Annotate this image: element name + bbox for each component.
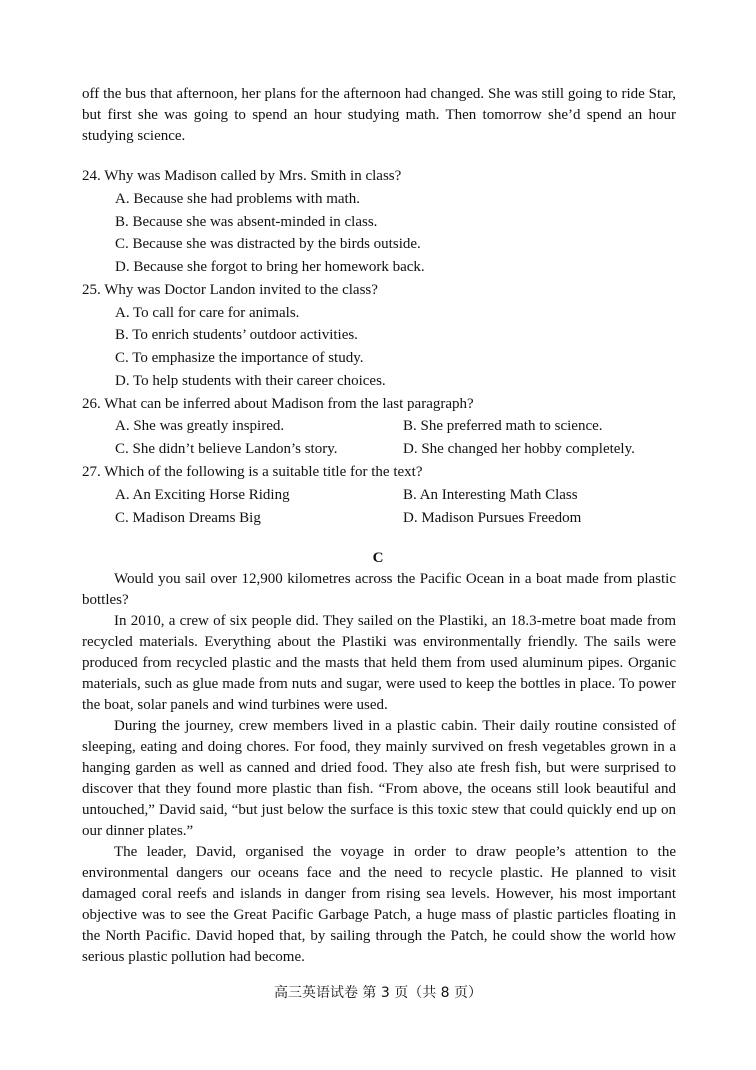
question-26-stem: 26. What can be inferred about Madison from the last paragraph? [82, 396, 474, 412]
question-27-option-b: B. An Interesting Math Class [403, 487, 578, 503]
section-c-passage [82, 569, 676, 968]
section-c-paragraph-2: In 2010, a crew of six people did. They sailed on the Plastiki, an 18.3-metre boat made from recycled materials. Everything about the Plastiki was environmentally friendly. The sails were produced from recycled plastic and the masts that held them from used aluminum pipes. Organic materials, such as glue made from nuts and sugar, were used to keep the bottles in place. To power the boat, solar panels and wind turbines were used. [82, 613, 676, 713]
question-24-option-d: D. Because she forgot to bring her homework back. [115, 259, 425, 275]
section-c-paragraph-1: Would you sail over 12,900 kilometres across the Pacific Ocean in a boat made from plastic bottles? [82, 571, 676, 608]
passage-b-last-paragraph: off the bus that afternoon, her plans for the afternoon had changed. She was still going to ride Star, but first she was going to spend an hour studying math. Then tomorrow she’d spend an hour studying science. [82, 86, 676, 144]
passage-b-ending [82, 84, 676, 147]
question-27-option-d: D. Madison Pursues Freedom [403, 510, 582, 526]
question-24-option-a: A. Because she had problems with math. [115, 191, 360, 207]
question-25-option-b: B. To enrich students’ outdoor activities. [115, 327, 358, 343]
question-26-option-a: A. She was greatly inspired. [115, 418, 285, 434]
question-27-stem: 27. Which of the following is a suitable title for the text? [82, 464, 423, 480]
question-27-option-c: C. Madison Dreams Big [115, 510, 261, 526]
section-c-paragraph-3: During the journey, crew members lived in a plastic cabin. Their daily routine consisted of sleeping, eating and doing chores. For food, they mainly survived on fresh vegetables grown in a hanging garden as well as canned and dried food. They also ate fresh fish, but were surprised to discover that they found more plastic than fish. “From above, the oceans still look beautiful and untouched,” David said, “but just below the surface is this toxic stew that could quickly end up on our dinner plates.” [82, 718, 676, 839]
question-25-stem: 25. Why was Doctor Landon invited to the class? [82, 282, 378, 298]
question-26-option-d: D. She changed her hobby completely. [403, 441, 635, 457]
question-27-option-a: A. An Exciting Horse Riding [115, 487, 290, 503]
question-25-option-c: C. To emphasize the importance of study. [115, 350, 364, 366]
page-footer: 高三英语试卷 第 3 页（共 8 页） [273, 985, 483, 1001]
section-c-heading: C [372, 550, 384, 566]
question-24-option-b: B. Because she was absent-minded in class. [115, 214, 378, 230]
question-24-stem: 24. Why was Madison called by Mrs. Smith in class? [82, 168, 402, 184]
question-26-option-b: B. She preferred math to science. [403, 418, 603, 434]
question-24-option-c: C. Because she was distracted by the birds outside. [115, 236, 421, 252]
question-25-option-a: A. To call for care for animals. [115, 305, 300, 321]
section-c-paragraph-4: The leader, David, organised the voyage in order to draw people’s attention to the environmental dangers our oceans face and the need to recycle plastic. He planned to visit damaged coral reefs and islands in danger from rising sea levels. However, his most important objective was to see the Great Pacific Garbage Patch, a huge mass of plastic particles floating in the North Pacific. David hoped that, by sailing through the Patch, he could show the world how serious plastic pollution had become. [82, 844, 676, 965]
question-26-option-c: C. She didn’t believe Landon’s story. [115, 441, 338, 457]
question-25-option-d: D. To help students with their career choices. [115, 373, 386, 389]
